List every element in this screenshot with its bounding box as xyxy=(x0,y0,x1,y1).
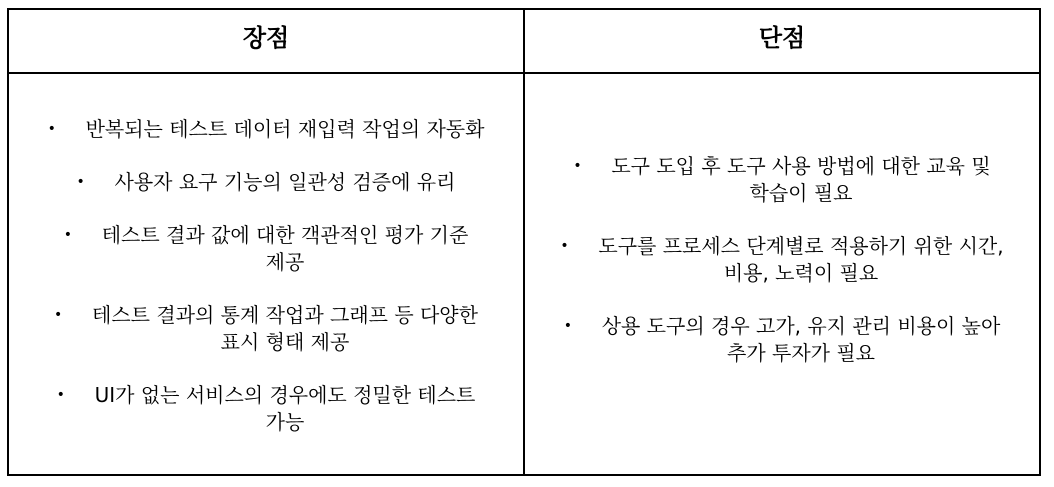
list-item-text xyxy=(92,302,478,356)
list-item-text xyxy=(115,169,456,196)
list-item xyxy=(9,169,523,196)
list-item-line: 제공 xyxy=(265,250,305,274)
list-item-line: 테스트 결과 값에 대한 객관적인 평가 기준 xyxy=(101,223,469,247)
pros-header xyxy=(9,10,525,74)
bullet-icon: • xyxy=(560,238,569,254)
list-item-text xyxy=(598,233,1003,287)
pros-cell xyxy=(9,74,525,474)
list-item-line: 비용, 노력이 필요 xyxy=(723,261,879,285)
list-item-line: 반복되는 테스트 데이터 재입력 작업의 자동화 xyxy=(85,117,485,141)
list-item xyxy=(9,382,523,436)
list-item-line: 표시 형태 제공 xyxy=(220,330,350,354)
list-item-line: 도구 도입 후 도구 사용 방법에 대한 교육 및 xyxy=(611,154,991,178)
cons-cell xyxy=(525,74,1039,474)
bullet-icon: • xyxy=(63,227,72,243)
bullet-icon: • xyxy=(563,318,572,334)
list-item xyxy=(525,313,1039,367)
list-item-text xyxy=(86,116,485,143)
bullet-icon: • xyxy=(573,158,582,174)
list-item-line: UI가 없는 서비스의 경우에도 정밀한 테스트 xyxy=(94,383,476,407)
pros-list xyxy=(9,116,523,436)
bullet-icon: • xyxy=(76,174,85,190)
list-item-text xyxy=(602,313,1001,367)
list-item xyxy=(9,302,523,356)
list-item-line: 테스트 결과의 통계 작업과 그래프 등 다양한 xyxy=(92,303,478,327)
cons-header xyxy=(525,10,1039,74)
list-item-text xyxy=(611,153,990,207)
bullet-icon: • xyxy=(47,121,56,137)
bullet-icon: • xyxy=(56,387,65,403)
list-item-text xyxy=(102,222,469,276)
cons-list xyxy=(525,153,1039,367)
list-item xyxy=(525,153,1039,207)
list-item xyxy=(9,222,523,276)
list-item-line: 가능 xyxy=(265,410,305,434)
cons-header-label: 단점 xyxy=(758,24,806,52)
list-item xyxy=(525,233,1039,287)
pros-header-label: 장점 xyxy=(242,24,290,52)
list-item-line: 추가 투자가 필요 xyxy=(727,341,875,365)
list-item-line: 학습이 필요 xyxy=(749,181,853,205)
list-item-line: 도구를 프로세스 단계별로 적용하기 위한 시간, xyxy=(598,234,1004,258)
bullet-icon: • xyxy=(54,307,63,323)
list-item-text xyxy=(95,382,476,436)
pros-cons-table xyxy=(7,8,1041,476)
list-item-line: 상용 도구의 경우 고가, 유지 관리 비용이 높아 xyxy=(601,314,1001,338)
list-item-line: 사용자 요구 기능의 일관성 검증에 유리 xyxy=(114,170,456,194)
list-item xyxy=(9,116,523,143)
